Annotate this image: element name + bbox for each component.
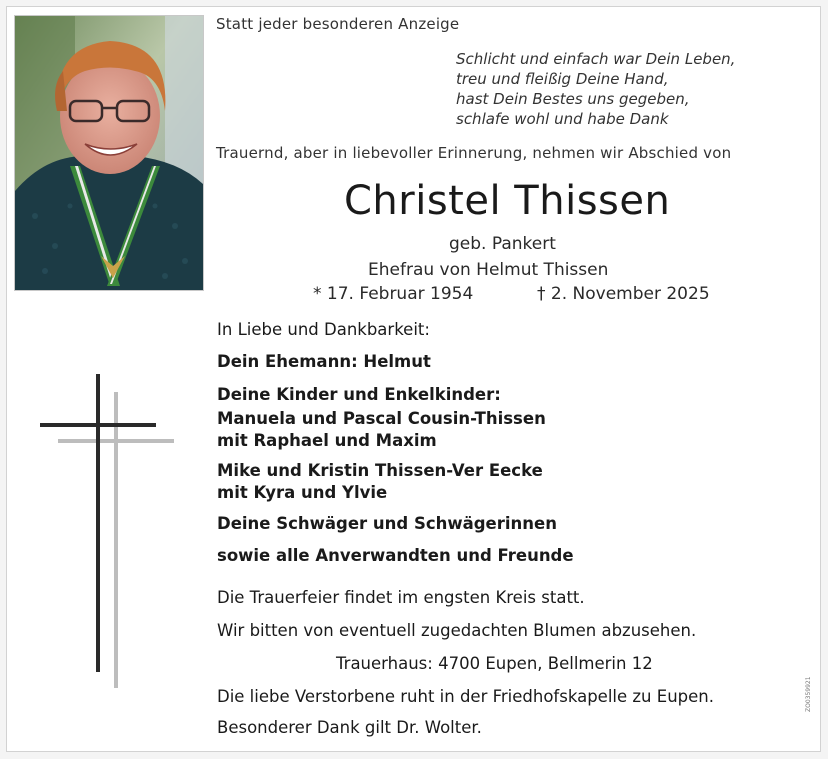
death-date: † 2. November 2025 [537,284,710,304]
family-line: Deine Schwäger und Schwägerinnen [217,514,557,533]
note-line: Trauerhaus: 4700 Eupen, Bellmerin 12 [336,654,653,673]
family-line: mit Raphael und Maxim [217,431,437,450]
ad-code: ZO0359921 [805,676,812,712]
maiden-name: geb. Pankert [449,234,556,254]
spouse-line: Ehefrau von Helmut Thissen [368,260,609,280]
family-line: sowie alle Anverwandten und Freunde [217,546,574,565]
note-line: Besonderer Dank gilt Dr. Wolter. [217,718,482,737]
family-line: Deine Kinder und Enkelkinder: [217,385,501,404]
header-note: Statt jeder besonderen Anzeige [216,15,460,33]
intro-text: Trauernd, aber in liebevoller Erinnerung, nehmen wir Abschied von [216,144,732,162]
family-line: mit Kyra und Ylvie [217,483,388,502]
poem-line-4: schlafe wohl und habe Dank [456,110,669,128]
poem-line-2: treu und fleißig Deine Hand, [456,70,669,88]
poem-line-3: hast Dein Bestes uns gegeben, [456,90,690,108]
family-line: Dein Ehemann: Helmut [217,352,431,371]
note-line: Die liebe Verstorbene ruht in der Friedhofskapelle zu Eupen. [217,687,714,706]
poem-line-1: Schlicht und einfach war Dein Leben, [456,50,736,68]
family-line: Mike und Kristin Thissen-Ver Eecke [217,461,543,480]
family-intro: In Liebe und Dankbarkeit: [217,320,430,339]
portrait-photo [14,15,204,291]
note-line: Die Trauerfeier findet im engsten Kreis statt. [217,588,585,607]
note-line: Wir bitten von eventuell zugedachten Blumen abzusehen. [217,621,697,640]
family-line: Manuela und Pascal Cousin-Thissen [217,409,546,428]
deceased-name: Christel Thissen [344,178,671,224]
cross-icon [38,368,188,698]
birth-date: * 17. Februar 1954 [313,284,474,304]
